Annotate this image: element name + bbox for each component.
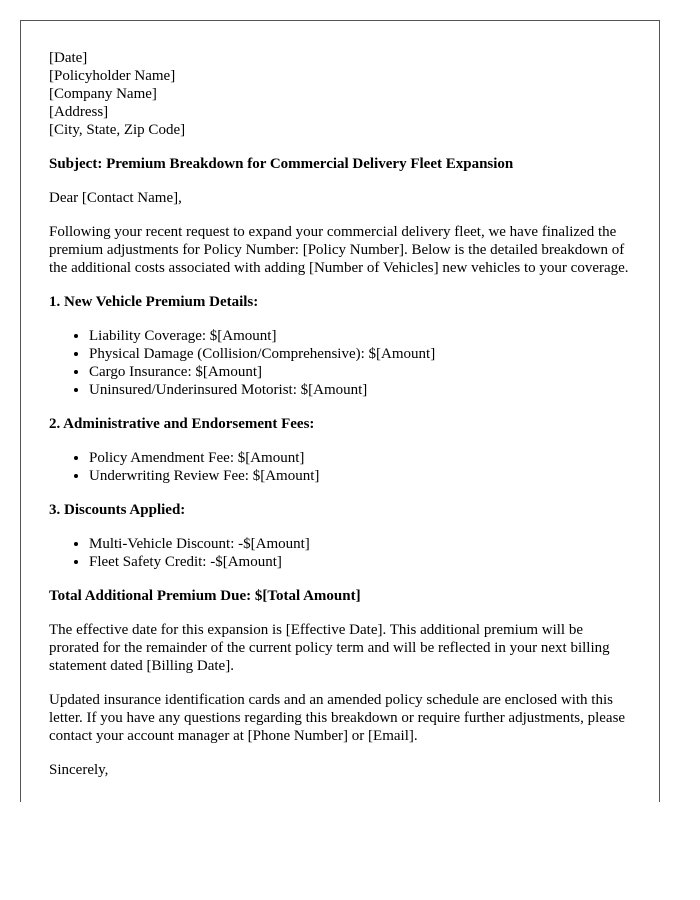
subject-line: Subject: Premium Breakdown for Commercial Delivery Fleet Expansion <box>49 156 514 172</box>
discounts-list <box>49 535 631 571</box>
letter-content <box>21 21 659 779</box>
list-item: • Underwriting Review Fee: $[Amount] <box>89 467 631 485</box>
section-heading-discounts: 3. Discounts Applied: <box>49 502 186 518</box>
list-item: • Fleet Safety Credit: -$[Amount] <box>89 553 631 571</box>
city-state-zip-line: [City, State, Zip Code] <box>49 122 186 138</box>
closing: Sincerely, <box>49 762 109 778</box>
address-line: [Address] <box>49 104 109 120</box>
date-line: [Date] <box>49 50 88 66</box>
section-heading-new-vehicle: 1. New Vehicle Premium Details: <box>49 294 259 310</box>
list-item: • Cargo Insurance: $[Amount] <box>89 363 631 381</box>
list-item: • Uninsured/Underinsured Motorist: $[Amount] <box>89 381 631 399</box>
fees-list <box>49 449 631 485</box>
salutation: Dear [Contact Name], <box>49 190 182 206</box>
enclosure-paragraph: Updated insurance identification cards and an amended policy schedule are enclosed with this letter. If you have any questions regarding this breakdown or require further adjustments, please contact your account manager at [Phone Number] or [Email]. <box>49 692 626 744</box>
section-heading-fees: 2. Administrative and Endorsement Fees: <box>49 416 315 432</box>
list-item: • Physical Damage (Collision/Comprehensive): $[Amount] <box>89 345 631 363</box>
list-item: • Liability Coverage: $[Amount] <box>89 327 631 345</box>
intro-paragraph: Following your recent request to expand your commercial delivery fleet, we have finalized the premium adjustments for Policy Number: [Policy Number]. Below is the detailed breakdown of the additional costs associated with adding [Number of Vehicles] new vehicles to your coverage. <box>49 224 629 276</box>
list-item: • Policy Amendment Fee: $[Amount] <box>89 449 631 467</box>
address-block <box>49 49 631 139</box>
effective-date-paragraph: The effective date for this expansion is [Effective Date]. This additional premium will be prorated for the remainder of the current policy term and will be reflected in your next billing statement dated [Billing Date]. <box>49 622 610 674</box>
policyholder-name-line: [Policyholder Name] <box>49 68 176 84</box>
company-name-line: [Company Name] <box>49 86 157 102</box>
new-vehicle-list <box>49 327 631 399</box>
list-item: • Multi-Vehicle Discount: -$[Amount] <box>89 535 631 553</box>
letter-page <box>20 20 660 802</box>
total-premium: Total Additional Premium Due: $[Total Amount] <box>49 588 361 604</box>
